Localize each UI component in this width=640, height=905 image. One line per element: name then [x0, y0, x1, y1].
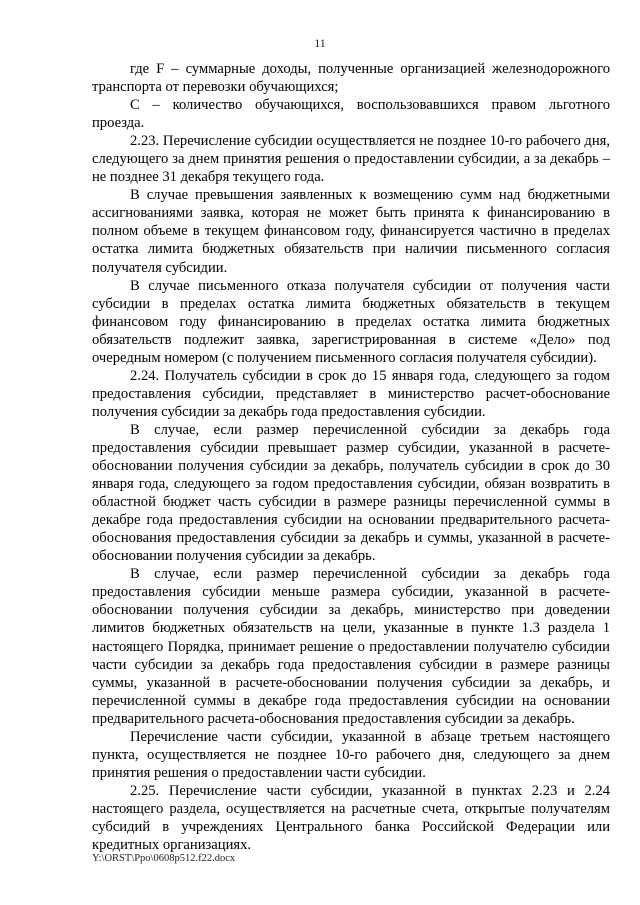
paragraph-2-23-excess: В случае превышения заявленных к возмещению сумм над бюджетными ассигнованиями заявка, которая не может быть принята к финансированию в полном объеме в текущем финансовом году, финансируется частично в пределах остатка лимита бюджетных обязательств при наличии письменного согласия получателя субсидии. — [92, 187, 610, 276]
paragraph-2-24-overpayment: В случае, если размер перечисленной субсидии за декабрь года предоставления субсидии превышает размер субсидии, указанной в расчете-обосновании получения субсидии за декабрь, получатель субсидии в срок до 30 января года, следующего за годом предоставления субсидии, обязан возвратить в областной бюджет часть субсидии в размере разницы перечисленной суммы в декабре года предоставления субсидии на основании предварительного расчета-обоснования предоставления субсидии за декабрь и суммы, указанной в расчете-обосновании получения субсидии за декабрь. — [92, 421, 610, 565]
paragraph-2-23-refusal: В случае письменного отказа получателя субсидии от получения части субсидии в пределах остатка лимита бюджетных обязательств в текущем финансовом году финансированию в пределах остатка лимита бюджетных обязательств подлежит заявка, зарегистрированная в системе «Дело» под очередным номером (с получением письменного согласия получателя субсидии). — [92, 277, 610, 366]
paragraph-2-24: 2.24. Получатель субсидии в срок до 15 января года, следующего за годом предоставления субсидии, представляет в министерство расчет-обоснование получения субсидии за декабрь года предоставления субсидии. — [92, 367, 610, 420]
paragraph-2-24-underpayment: В случае, если размер перечисленной субсидии за декабрь года предоставления субсидии меньше размера субсидии, указанной в расчете-обосновании получения субсидии за декабрь, министерство при доведении лимитов бюджетных обязательств на цели, указанные в пункте 1.3 раздела 1 настоящего Порядка, принимает решение о предоставлении получателю субсидии части субсидии за декабрь года предоставления субсидии в размере разницы суммы, указанной в расчете-обосновании получения субсидии за декабрь, и перечисленной суммы в декабре года предоставления субсидии на основании предварительного расчета-обоснования предоставления субсидии за декабрь. — [92, 566, 610, 727]
paragraph-f-definition: где F – суммарные доходы, полученные организацией железнодорожного транспорта от перевозки обучающихся; — [92, 61, 610, 96]
paragraph-c-definition: С – количество обучающихся, воспользовавшихся правом льготного проезда. — [92, 97, 610, 132]
paragraph-2-25: 2.25. Перечисление части субсидии, указанной в пунктах 2.23 и 2.24 настоящего раздела, осуществляется на расчетные счета, открытые получателям субсидий в учреждениях Центрального банка Российской Федерации или кредитных организациях. — [92, 782, 610, 854]
page-number: 11 — [314, 36, 326, 50]
footer-file-path: Y:\ORST\Ppo\0608p512.f22.docx — [92, 853, 236, 864]
paragraph-2-24-transfer: Перечисление части субсидии, указанной в абзаце третьем настоящего пункта, осуществляется не позднее 10-го рабочего дня, следующего за днем принятия решения о предоставлении части субсидии. — [92, 728, 610, 781]
document-body — [92, 60, 610, 854]
paragraph-2-23: 2.23. Перечисление субсидии осуществляется не позднее 10-го рабочего дня, следующего за днем принятия решения о предоставлении субсидии, а за декабрь – не позднее 31 декабря текущего года. — [92, 133, 610, 186]
